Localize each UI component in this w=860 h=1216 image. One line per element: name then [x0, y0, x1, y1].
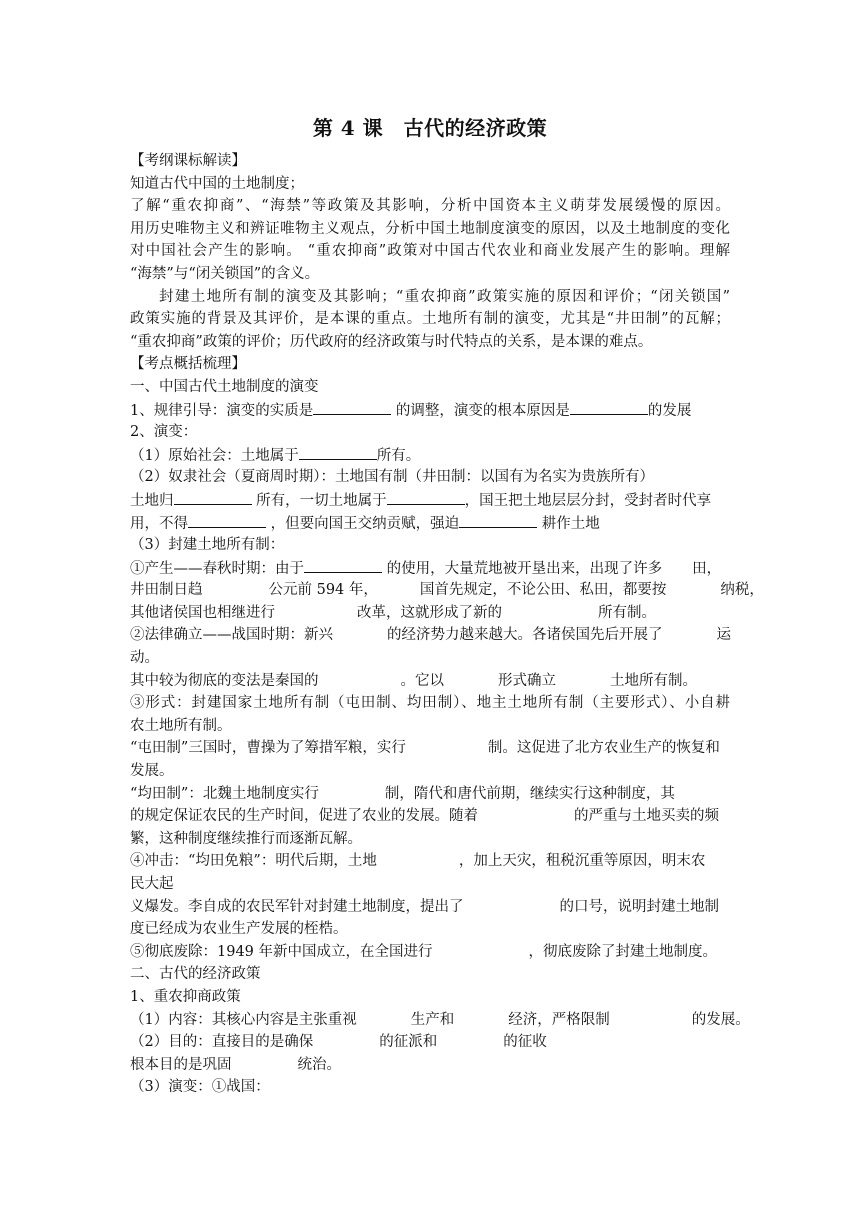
page-title: 第 4 课 古代的经济政策: [312, 116, 548, 140]
question-line: 1、规律引导：演变的实质是 的调整，演变的根本原因是 的发展: [130, 399, 730, 422]
paragraph-line: “重农抑商”政策的评价；历代政府的经济政策与时代特点的关系，是本课的难点。: [130, 333, 653, 350]
fill-blank[interactable]: [304, 557, 382, 573]
question-line: “均田制”：北魏土地制度实行 制，隋代和唐代前期，继续实行这种制度，其: [130, 785, 675, 802]
question-line: 井田制日趋 公元前 594 年， 国首先规定，不论公田、私田，都要按 纳税，: [130, 582, 764, 599]
fill-blank[interactable]: [387, 489, 465, 505]
question-line: （1）原始社会：土地属于 所有。: [130, 444, 730, 467]
question-line: ⑤彻底废除：1949 年新中国成立，在全国进行 ，彻底废除了封建土地制度。: [130, 943, 718, 960]
question-line: “屯田制”三国时，曹操为了筹措军粮，实行 制。这促进了北方农业生产的恢复和: [130, 740, 720, 757]
paragraph-line: 度已经成为农业生产发展的桎梏。: [130, 921, 348, 938]
fill-blank[interactable]: [174, 489, 252, 505]
question-line: （2）目的：直接目的是确保 的征派和 的征收: [130, 1034, 547, 1051]
section-title: 一、中国古代土地制度的演变: [130, 378, 319, 395]
question-line: 义爆发。李自成的农民军针对封建土地制度，提出了 的口号，说明封建土地制: [130, 898, 719, 915]
paragraph-line: 封建土地所有制的演变及其影响；“重农抑商”政策实施的原因和评价；“闭关锁国”: [159, 288, 730, 305]
section-heading: 【考纲课标解读】: [130, 153, 246, 169]
question-line: 根本目的是巩固 统治。: [130, 1056, 341, 1073]
paragraph-line: 农土地所有制。: [130, 717, 232, 734]
fill-blank[interactable]: [570, 399, 648, 415]
paragraph-line: “海禁”与“闭关锁国”的含义。: [130, 265, 320, 282]
paragraph-line: 繁，这种制度继续推行而逐渐瓦解。: [130, 830, 362, 847]
question-line: ②法律确立——战国时期：新兴 的经济势力越来越大。各诸侯国先后开展了 运: [130, 627, 731, 644]
question-line: （1）内容：其核心内容是主张重视 生产和 经济，严格限制 的发展。: [130, 1011, 750, 1028]
document-body: [130, 150, 764, 1099]
paragraph-line: （3）封建土地所有制：: [130, 537, 285, 554]
paragraph-line: 用历史唯物主义和辨证唯物主义观点，分析中国土地制度演变的原因，以及土地制度的变化: [130, 220, 730, 237]
fill-blank[interactable]: [188, 512, 266, 528]
question-line: 其中较为彻底的变法是秦国的 。它以 形式确立 土地所有制。: [130, 672, 697, 689]
paragraph-line: 动。: [130, 650, 159, 667]
paragraph-line: 民大起: [130, 876, 174, 892]
paragraph-line: ③形式：封建国家土地所有制（屯田制、均田制）、地主土地所有制（主要形式）、小自耕: [130, 695, 730, 712]
paragraph-line: 政策实施的背景及其评价，是本课的重点。土地所有制的演变，尤其是“井田制”的瓦解；: [130, 311, 730, 328]
question-line: 用，不得 ，但要向国王交纳贡赋，强迫 耕作土地: [130, 512, 730, 535]
question-line: 土地归 所有，一切土地属于 ，国王把土地层层分封，受封者时代享: [130, 489, 730, 512]
section-title: 二、古代的经济政策: [130, 966, 261, 983]
fill-blank[interactable]: [299, 444, 377, 460]
question-line: 的规定保证农民的生产时间，促进了农业的发展。随着 的严重与土地买卖的频: [130, 808, 719, 825]
paragraph-line: 了解“重农抑商”、“海禁”等政策及其影响，分析中国资本主义萌芽发展缓慢的原因。: [130, 198, 730, 215]
paragraph-line: 对中国社会产生的影响。 “重农抑商”政策对中国古代农业和商业发展产生的影响。理解: [130, 243, 730, 260]
question-line: ①产生——春秋时期：由于 的使用，大量荒地被开垦出来，出现了许多 田，: [130, 557, 730, 580]
paragraph-line: 2、演变：: [130, 424, 198, 441]
paragraph-line: 1、重农抑商政策: [130, 988, 241, 1005]
fill-blank[interactable]: [313, 399, 391, 415]
fill-blank[interactable]: [459, 512, 537, 528]
question-line: ④冲击：“均田免粮”：明代后期，土地 ，加上天灾，租税沉重等原因，明末农: [130, 853, 706, 870]
section-heading: 【考点概括梳理】: [130, 356, 246, 373]
paragraph-line: （3）演变：①战国：: [130, 1079, 270, 1096]
paragraph-line: 发展。: [130, 763, 174, 780]
paragraph-line: 知道古代中国的土地制度；: [130, 175, 304, 192]
question-line: 其他诸侯国也相继进行 改革，这就形成了新的 所有制。: [130, 604, 656, 621]
paragraph-line: （2）奴隶社会（夏商周时期）：土地国有制（井田制：以国有为名实为贵族所有）: [130, 469, 654, 486]
